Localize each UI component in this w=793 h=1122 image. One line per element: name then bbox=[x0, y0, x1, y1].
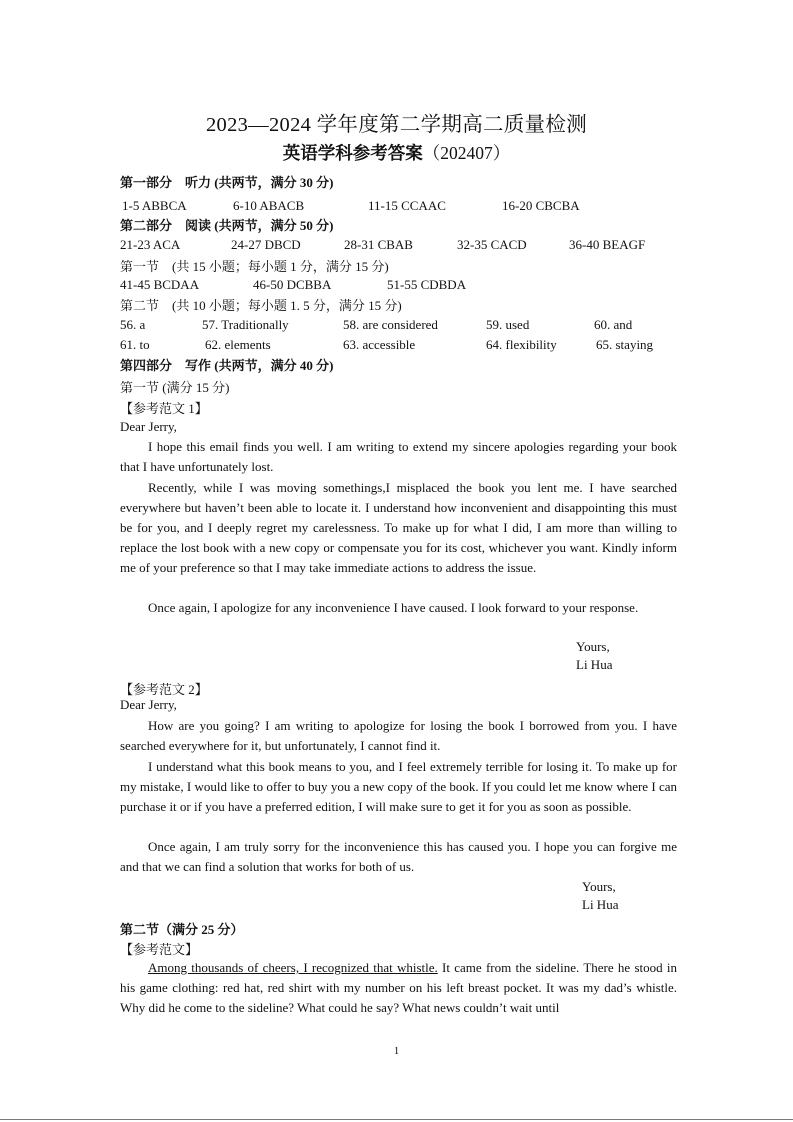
answer-group: 28-31 CBAB bbox=[344, 237, 413, 252]
sample2-paragraph: How are you going? I am writing to apologize for losing the book I borrowed from you. I have searched everywhere for it, but unfortunately, I cannot find it. bbox=[120, 718, 677, 753]
part4-sec1-heading: 第一节 (满分 15 分) bbox=[120, 380, 230, 395]
answer-group: 32-35 CACD bbox=[457, 237, 527, 252]
sample1-signature: Li Hua bbox=[576, 657, 613, 672]
part2-heading: 第二部分 阅读 (共两节，满分 50 分) bbox=[120, 218, 334, 233]
sample3-first-sentence: Among thousands of cheers, I recognized that whistle. bbox=[148, 960, 438, 975]
answer-group: 41-45 BCDAA bbox=[120, 277, 200, 292]
cloze-answer: 65. staying bbox=[596, 337, 654, 352]
answer-group: 1-5 ABBCA bbox=[122, 198, 187, 213]
sample1-closing: Yours, bbox=[576, 639, 610, 654]
answer-group: 46-50 DCBBA bbox=[253, 277, 332, 292]
cloze-answer: 59. used bbox=[486, 317, 530, 332]
sample3-label: 【参考范文】 bbox=[120, 942, 199, 957]
answer-group: 51-55 CDBDA bbox=[387, 277, 467, 292]
cloze-answer: 63. accessible bbox=[343, 337, 416, 352]
part3-sec1-heading: 第一节 (共 15 小题；每小题 1 分，满分 15 分) bbox=[120, 259, 389, 274]
sample3-paragraph bbox=[120, 958, 677, 1018]
cloze-answer: 57. Traditionally bbox=[202, 317, 289, 332]
sample2-paragraph: I understand what this book means to you, and I feel extremely terrible for losing it. To make up for my mistake, I would like to offer to buy you a new copy of the book. If you could let me know where I can purchase it or if you have a preferred edition, I will make sure to get it for you as soon as possible. bbox=[120, 759, 677, 814]
answer-group: 16-20 CBCBA bbox=[502, 198, 580, 213]
part1-heading: 第一部分 听力 (共两节，满分 30 分) bbox=[120, 175, 334, 190]
cloze-answer: 60. and bbox=[594, 317, 633, 332]
cloze-answer: 64. flexibility bbox=[486, 337, 557, 352]
part4-heading: 第四部分 写作 (共两节，满分 40 分) bbox=[120, 358, 334, 373]
answer-group: 6-10 ABACB bbox=[233, 198, 305, 213]
sample2-paragraph: Once again, I am truly sorry for the inconvenience this has caused you. I hope you can forgive me and that we can find a solution that works for both of us. bbox=[120, 839, 677, 874]
sample1-paragraph: I hope this email finds you well. I am writing to extend my sincere apologies regarding your book that I have unfortunately lost. bbox=[120, 439, 677, 474]
page-subtitle bbox=[0, 140, 793, 165]
sample2-greeting: Dear Jerry, bbox=[120, 697, 177, 712]
answer-group: 36-40 BEAGF bbox=[569, 237, 646, 252]
sample2-label: 【参考范文 2】 bbox=[120, 682, 208, 697]
answer-group: 11-15 CCAAC bbox=[368, 198, 446, 213]
cloze-answer: 62. elements bbox=[205, 337, 271, 352]
cloze-answer: 61. to bbox=[120, 337, 150, 352]
page-title: 2023—2024 学年度第二学期高二质量检测 bbox=[205, 114, 588, 136]
sample1-paragraph: Recently, while I was moving somethings,I misplaced the book you lent me. I have searched everywhere but haven’t been able to locate it. I understand how inconvenient and disappointing this must be for you, and I deeply regret my carelessness. To make up for what I did, I am more than willing to replace the lost book with a new copy or compensate you for its cost, whichever you want. Kindly inform me of your preference so that I may take immediate actions to address the issue. bbox=[120, 480, 677, 575]
sample1-paragraph: Once again, I apologize for any inconvenience I have caused. I look forward to your response. bbox=[148, 600, 639, 615]
sample3-rest: It came from the sideline. There he stood in his game clothing: red hat, red shirt with my number on his left breast pocket. It was my dad’s whistle. Why did he come to the sideline? What could he say? What news couldn’t wait until bbox=[120, 960, 677, 1015]
sample1-label: 【参考范文 1】 bbox=[120, 401, 208, 416]
part3-sec2-heading: 第二节 (共 10 小题；每小题 1. 5 分，满分 15 分) bbox=[120, 298, 402, 313]
sample2-closing: Yours, bbox=[582, 879, 616, 894]
part4-sec2-heading: 第二节（满分 25 分） bbox=[120, 922, 244, 937]
subtitle-text: 英语学科参考答案 bbox=[282, 143, 423, 163]
cloze-answer: 58. are considered bbox=[343, 317, 438, 332]
subtitle-code: （202407） bbox=[422, 143, 511, 163]
page-number: 1 bbox=[393, 1045, 400, 1057]
cloze-answer: 56. a bbox=[120, 317, 146, 332]
bottom-rule bbox=[0, 1119, 793, 1120]
sample1-greeting: Dear Jerry, bbox=[120, 419, 177, 434]
answer-group: 21-23 ACA bbox=[120, 237, 181, 252]
answer-group: 24-27 DBCD bbox=[231, 237, 301, 252]
sample2-signature: Li Hua bbox=[582, 897, 619, 912]
